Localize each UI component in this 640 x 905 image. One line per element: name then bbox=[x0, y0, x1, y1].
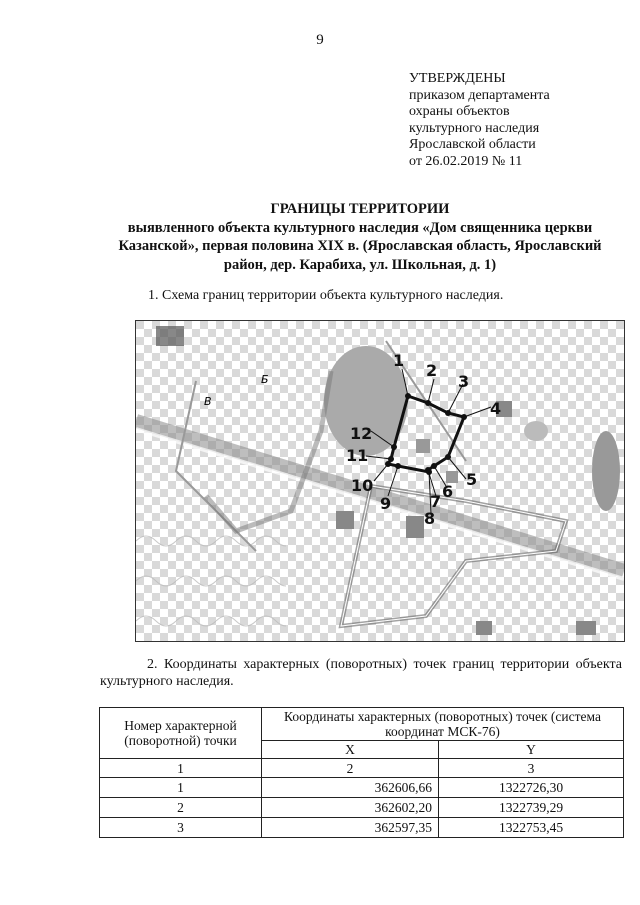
x-cell: 362602,20 bbox=[262, 798, 439, 818]
point-number-cell: 3 bbox=[100, 818, 262, 838]
building bbox=[156, 326, 184, 346]
col-header-x: X bbox=[262, 741, 439, 759]
point-number-cell: 2 bbox=[100, 798, 262, 818]
table-row bbox=[100, 798, 624, 818]
approval-line: УТВЕРЖДЕНЫ bbox=[409, 71, 506, 86]
y-cell: 1322739,29 bbox=[439, 798, 624, 818]
approval-block bbox=[409, 71, 550, 170]
point-label: 6 bbox=[442, 482, 454, 501]
point-label: 5 bbox=[466, 470, 478, 489]
col-header-y: Y bbox=[439, 741, 624, 759]
approval-line: приказом департамента bbox=[409, 87, 550, 103]
point-number-cell: 1 bbox=[100, 778, 262, 798]
title-heading: ГРАНИЦЫ ТЕРРИТОРИИ bbox=[270, 201, 450, 217]
boundary-map bbox=[135, 320, 625, 642]
area-letter: Б bbox=[261, 373, 269, 386]
area-letter: В bbox=[204, 395, 212, 408]
page-number: 9 bbox=[316, 32, 324, 48]
document-title bbox=[96, 200, 624, 274]
x-cell: 362606,66 bbox=[262, 778, 439, 798]
approval-line: культурного наследия bbox=[409, 120, 540, 136]
point-label: 9 bbox=[380, 494, 392, 513]
y-cell: 1322753,45 bbox=[439, 818, 624, 838]
point-label: 8 bbox=[424, 509, 436, 528]
point-label: 3 bbox=[458, 372, 470, 391]
point-label: 12 bbox=[350, 424, 373, 443]
table-row bbox=[100, 778, 624, 798]
point-label: 1 bbox=[393, 351, 405, 370]
point-label: 4 bbox=[490, 399, 502, 418]
col-header-coordinates: Координаты характерных (поворотных) точек (система координат МСК-76) bbox=[262, 708, 624, 741]
index-cell: 2 bbox=[262, 759, 439, 778]
point-label: 2 bbox=[426, 361, 438, 380]
point-label: 7 bbox=[430, 492, 442, 511]
approval-line: охраны объектов bbox=[409, 104, 510, 119]
title-subtitle: выявленного объекта культурного наследия «Дом священника церкви Казанской», первая половина XIX в. (Ярославская область, Ярославский район, дер. Карабиха, ул. Школьная, д. 1) bbox=[118, 219, 602, 273]
point-label: 11 bbox=[346, 446, 369, 465]
col-header-point-number: Номер характерной (поворотной) точки bbox=[100, 708, 262, 759]
map-drawing bbox=[136, 321, 624, 641]
table-row bbox=[100, 818, 624, 838]
section-1-heading: 1. Схема границ территории объекта культурного наследия. bbox=[148, 288, 504, 303]
point-label: 10 bbox=[351, 476, 374, 495]
x-cell: 362597,35 bbox=[262, 818, 439, 838]
approval-line: Ярославской области bbox=[409, 137, 536, 152]
section-2-heading: 2. Координаты характерных (поворотных) точек границ территории объекта культурного наследия. bbox=[100, 657, 622, 689]
coordinates-table bbox=[99, 707, 624, 838]
approval-line: от 26.02.2019 № 11 bbox=[409, 153, 523, 169]
index-cell: 3 bbox=[439, 759, 624, 778]
y-cell: 1322726,30 bbox=[439, 778, 624, 798]
index-cell: 1 bbox=[100, 759, 262, 778]
